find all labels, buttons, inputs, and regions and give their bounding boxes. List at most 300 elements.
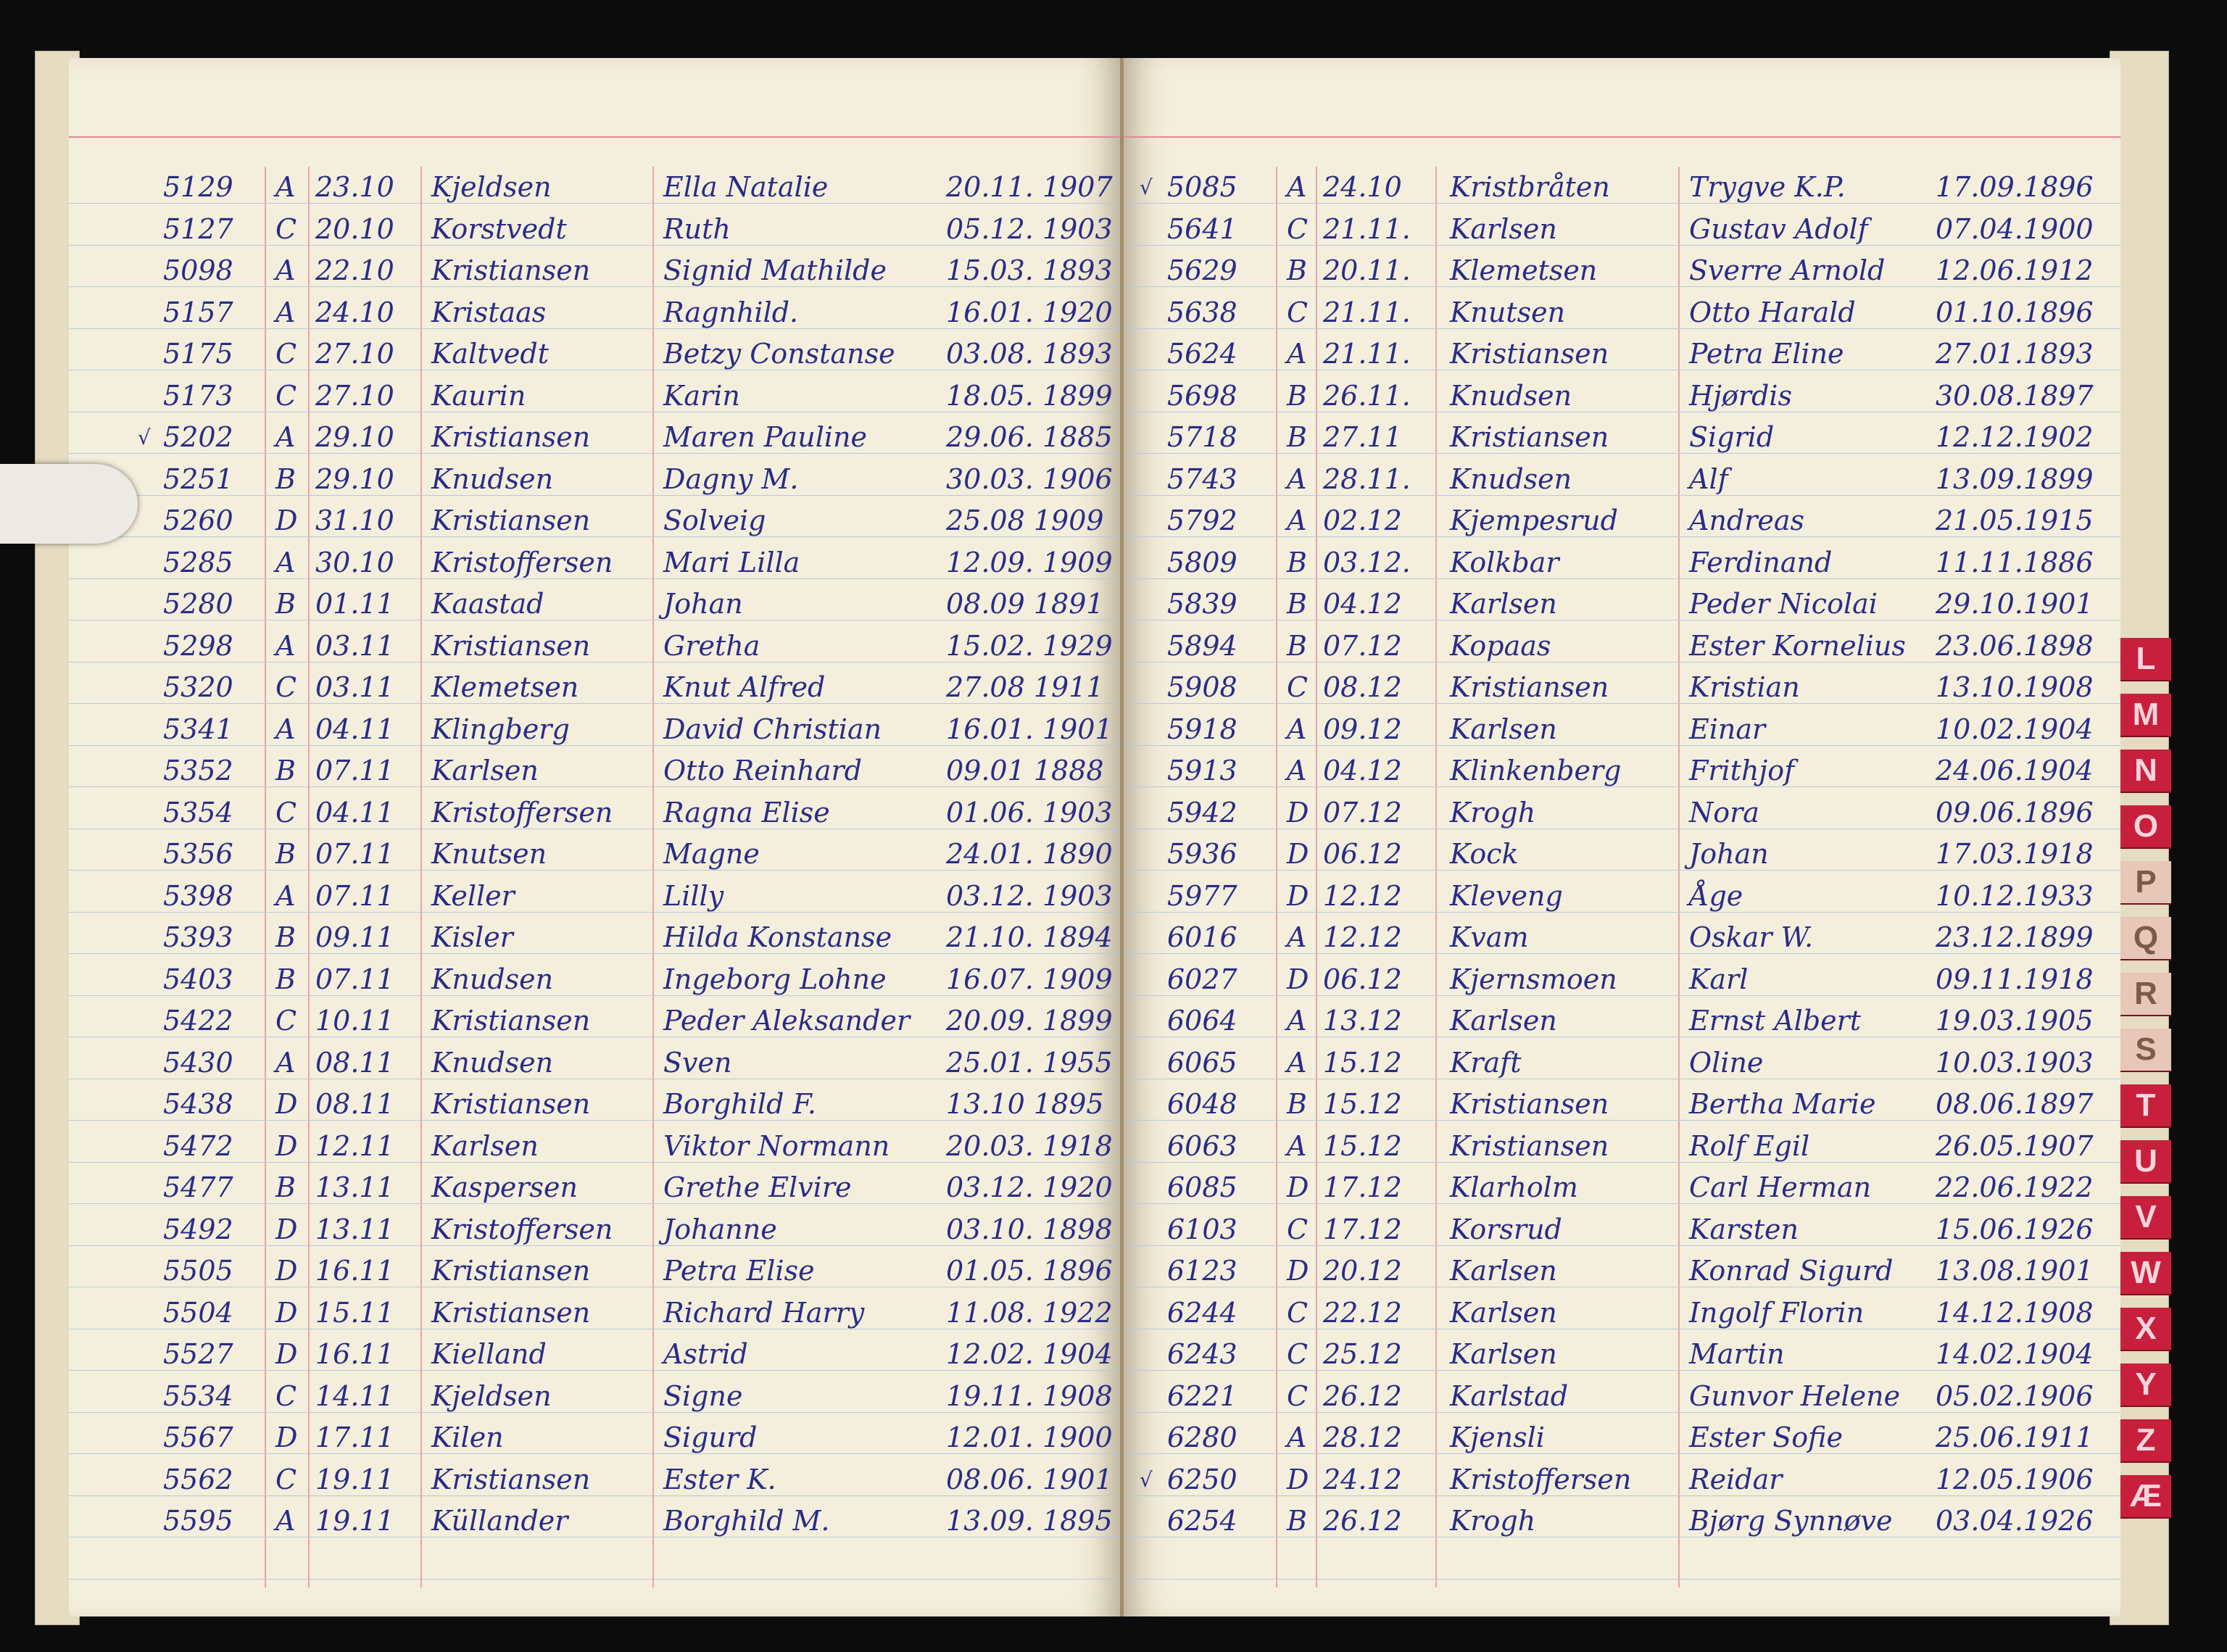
surname: Karlsen xyxy=(1450,588,1557,620)
given-names: Viktor Normann xyxy=(663,1129,890,1162)
surname: Knutsen xyxy=(1450,296,1566,328)
given-names: Bertha Marie xyxy=(1689,1088,1876,1120)
given-names: Karl xyxy=(1689,963,1749,995)
index-tab-p[interactable]: P xyxy=(2120,861,2171,905)
surname: Knudsen xyxy=(431,1046,554,1079)
given-names: Hjørdis xyxy=(1689,379,1792,412)
given-names: Ernst Albert xyxy=(1689,1005,1862,1037)
section-letter: C xyxy=(275,796,297,829)
surname: Knudsen xyxy=(431,462,554,495)
given-names: Ingolf Florin xyxy=(1689,1296,1865,1329)
given-names: Ester Sofie xyxy=(1689,1421,1843,1453)
birth-date: 15.03. 1893 xyxy=(946,254,1113,286)
record-number: 5173 xyxy=(163,379,233,412)
birth-date: 27.01.1893 xyxy=(1936,338,2094,370)
entry-date: 28.12 xyxy=(1323,1421,1402,1453)
ledger-row xyxy=(69,959,1120,1000)
given-names: Johanne xyxy=(663,1213,777,1245)
record-number: 5298 xyxy=(163,629,233,662)
birth-date: 03.12. 1920 xyxy=(946,1171,1113,1203)
ledger-row xyxy=(69,1459,1120,1501)
index-tab-x[interactable]: X xyxy=(2120,1308,2171,1351)
section-letter: A xyxy=(1287,921,1307,953)
section-letter: A xyxy=(1287,1129,1307,1162)
ledger-row xyxy=(1124,417,2120,458)
surname: Klemetsen xyxy=(1450,254,1598,286)
ledger-row xyxy=(1124,1084,2120,1125)
record-number: 5936 xyxy=(1167,838,1237,870)
index-tab-u[interactable]: U xyxy=(2120,1140,2171,1184)
given-names: Dagny M. xyxy=(663,462,799,495)
entry-date: 15.12 xyxy=(1323,1129,1402,1162)
birth-date: 20.09. 1899 xyxy=(946,1005,1113,1037)
given-names: Signe xyxy=(663,1379,743,1412)
record-number: 5913 xyxy=(1167,755,1237,786)
index-tab-n[interactable]: N xyxy=(2120,750,2171,793)
given-names: Solveig xyxy=(663,505,766,536)
surname: Kisler xyxy=(431,921,513,953)
record-number: 5280 xyxy=(163,588,233,620)
section-letter: D xyxy=(275,1129,298,1162)
section-letter: B xyxy=(1287,254,1307,286)
birth-date: 10.02.1904 xyxy=(1936,713,2094,745)
ledger-row xyxy=(1124,626,2120,667)
given-names: Peder Nicolai xyxy=(1689,588,1878,620)
entry-date: 16.11 xyxy=(315,1255,394,1287)
bookmark-clip xyxy=(0,464,138,544)
ledger-row xyxy=(1124,1042,2120,1084)
record-number: 6280 xyxy=(1167,1421,1237,1453)
check-mark: √ xyxy=(1140,175,1153,199)
ledger-row xyxy=(1124,250,2120,291)
entry-date: 06.12 xyxy=(1323,963,1402,995)
section-letter: A xyxy=(275,713,296,745)
ledger-row xyxy=(1124,1501,2120,1542)
entry-date: 07.11 xyxy=(315,838,394,870)
entry-date: 29.10 xyxy=(315,462,394,495)
given-names: Borghild M. xyxy=(663,1505,830,1537)
surname: Kristiansen xyxy=(1450,671,1609,703)
birth-date: 21.05.1915 xyxy=(1936,505,2094,536)
ledger-row xyxy=(1124,375,2120,417)
section-letter: C xyxy=(1287,1296,1309,1329)
entry-date: 12.11 xyxy=(315,1129,394,1162)
birth-date: 12.01. 1900 xyxy=(946,1421,1113,1453)
entry-date: 26.11. xyxy=(1323,379,1411,412)
ledger-row xyxy=(1124,167,2120,208)
surname: Kristiansen xyxy=(431,421,591,453)
surname: Karlsen xyxy=(431,755,539,786)
ledger-row xyxy=(1124,959,2120,1000)
record-number: 5908 xyxy=(1167,671,1237,703)
birth-date: 15.06.1926 xyxy=(1936,1213,2094,1245)
ledger-row xyxy=(69,1501,1120,1542)
section-letter: D xyxy=(1287,838,1309,870)
entry-date: 27.10 xyxy=(315,379,394,412)
record-number: 6016 xyxy=(1167,921,1237,953)
section-letter: C xyxy=(275,338,297,370)
entry-date: 08.12 xyxy=(1323,671,1402,703)
surname: Kjeldsen xyxy=(431,171,552,203)
ledger-row xyxy=(69,459,1120,500)
record-number: 6244 xyxy=(1167,1296,1237,1329)
ledger-row xyxy=(1124,333,2120,375)
given-names: Betzy Constanse xyxy=(663,338,895,370)
entry-date: 17.11 xyxy=(315,1421,394,1453)
given-names: Mari Lilla xyxy=(663,546,800,578)
surname: Korsrud xyxy=(1450,1213,1562,1245)
birth-date: 08.06. 1901 xyxy=(946,1463,1113,1495)
given-names: Oskar W. xyxy=(1689,921,1814,953)
section-letter: C xyxy=(1287,1379,1309,1412)
section-letter: A xyxy=(1287,1046,1307,1079)
ledger-row xyxy=(69,1167,1120,1208)
surname: Karlsen xyxy=(1450,1338,1557,1370)
birth-date: 09.06.1896 xyxy=(1936,796,2094,829)
surname: Kristoffersen xyxy=(1450,1463,1632,1495)
record-number: 5341 xyxy=(163,713,233,745)
entry-date: 29.10 xyxy=(315,421,394,453)
entry-date: 24.10 xyxy=(1323,171,1402,203)
given-names: Hilda Konstanse xyxy=(663,921,892,953)
given-names: Johan xyxy=(1689,838,1769,870)
birth-date: 12.02. 1904 xyxy=(946,1338,1113,1370)
entry-date: 20.10 xyxy=(315,212,394,245)
given-names: Ester Kornelius xyxy=(1689,629,1906,662)
ledger-row xyxy=(1124,709,2120,750)
index-tab-w[interactable]: W xyxy=(2120,1252,2171,1295)
birth-date: 22.06.1922 xyxy=(1936,1171,2094,1203)
birth-date: 13.10 1895 xyxy=(946,1088,1104,1120)
birth-date: 30.08.1897 xyxy=(1936,379,2094,412)
entry-date: 15.12 xyxy=(1323,1088,1402,1120)
given-names: Ester K. xyxy=(663,1463,776,1495)
section-letter: A xyxy=(1287,338,1307,370)
section-letter: B xyxy=(275,921,296,953)
surname: Kolkbar xyxy=(1450,546,1559,578)
section-letter: D xyxy=(1287,796,1309,829)
surname: Klarholm xyxy=(1450,1171,1578,1203)
ledger-row xyxy=(69,417,1120,458)
birth-date: 17.03.1918 xyxy=(1936,838,2094,870)
given-names: Gunvor Helene xyxy=(1689,1379,1901,1412)
given-names: Nora xyxy=(1689,796,1759,829)
surname: Klingberg xyxy=(431,713,570,745)
record-number: 5472 xyxy=(163,1129,233,1162)
surname: Kjensli xyxy=(1450,1421,1545,1453)
right-page xyxy=(1124,58,2120,1616)
surname: Karlsen xyxy=(1450,212,1557,245)
section-letter: B xyxy=(1287,1088,1307,1120)
section-letter: A xyxy=(275,421,296,453)
section-letter: B xyxy=(1287,379,1307,412)
record-number: 6243 xyxy=(1167,1338,1237,1370)
index-tab-m[interactable]: M xyxy=(2120,694,2171,737)
ledger-row xyxy=(1124,292,2120,333)
section-letter: A xyxy=(275,296,296,328)
given-names: Ferdinand xyxy=(1689,546,1833,578)
ledger-row xyxy=(69,917,1120,958)
ledger-row xyxy=(1124,1250,2120,1292)
index-tab-r[interactable]: R xyxy=(2120,973,2171,1016)
entry-date: 23.10 xyxy=(315,171,394,203)
section-letter: D xyxy=(275,1255,298,1287)
birth-date: 19.11. 1908 xyxy=(946,1379,1113,1412)
entry-date: 17.12 xyxy=(1323,1171,1402,1203)
ledger-row xyxy=(69,542,1120,584)
ledger-row xyxy=(69,667,1120,708)
record-number: 5534 xyxy=(163,1379,233,1412)
ledger-row xyxy=(1124,500,2120,541)
entry-date: 07.12 xyxy=(1323,796,1402,829)
birth-date: 11.08. 1922 xyxy=(946,1296,1113,1329)
record-number: 5157 xyxy=(163,296,233,328)
entry-date: 06.12 xyxy=(1323,838,1402,870)
entry-date: 22.12 xyxy=(1323,1296,1402,1329)
record-number: 6048 xyxy=(1167,1088,1237,1120)
entry-date: 07.11 xyxy=(315,755,394,786)
surname: Küllander xyxy=(431,1505,568,1537)
ledger-row xyxy=(69,209,1120,250)
birth-date: 12.05.1906 xyxy=(1936,1463,2094,1495)
birth-date: 09.01 1888 xyxy=(946,755,1104,786)
given-names: Sven xyxy=(663,1046,732,1079)
birth-date: 25.06.1911 xyxy=(1936,1421,2094,1453)
surname: Kristiansen xyxy=(431,1463,591,1495)
record-number: 5285 xyxy=(163,546,233,578)
surname: Karlsen xyxy=(431,1129,539,1162)
record-number: 6085 xyxy=(1167,1171,1237,1203)
surname: Kaltvedt xyxy=(431,338,550,370)
surname: Kjempesrud xyxy=(1450,505,1618,536)
surname: Klinkenberg xyxy=(1450,755,1622,786)
index-tab-q[interactable]: Q xyxy=(2120,917,2171,960)
ledger-row xyxy=(69,584,1120,625)
entry-date: 21.11. xyxy=(1323,212,1411,245)
given-names: Maren Pauline xyxy=(663,421,868,453)
surname: Kristoffersen xyxy=(431,796,613,829)
given-names: Ragna Elise xyxy=(663,796,830,829)
ledger-row xyxy=(1124,1417,2120,1458)
section-letter: B xyxy=(1287,546,1307,578)
index-tab-y[interactable]: Y xyxy=(2120,1363,2171,1407)
birth-date: 30.03. 1906 xyxy=(946,462,1113,495)
entry-date: 28.11. xyxy=(1323,462,1411,495)
surname: Kjernsmoen xyxy=(1450,963,1617,995)
section-letter: A xyxy=(1287,1421,1307,1453)
given-names: Kristian xyxy=(1689,671,1800,703)
given-names: Sigrid xyxy=(1689,421,1775,453)
given-names: Sverre Arnold xyxy=(1689,254,1886,286)
ledger-row xyxy=(69,333,1120,375)
surname: Krogh xyxy=(1450,796,1536,829)
index-tab-v[interactable]: V xyxy=(2120,1196,2171,1240)
section-letter: D xyxy=(275,1338,298,1370)
birth-date: 08.06.1897 xyxy=(1936,1088,2094,1120)
surname: Kvam xyxy=(1450,921,1529,953)
section-letter: A xyxy=(275,1505,296,1537)
record-number: 5505 xyxy=(163,1255,233,1287)
index-tab-t[interactable]: T xyxy=(2120,1084,2171,1128)
surname: Karlsen xyxy=(1450,713,1557,745)
entry-date: 13.12 xyxy=(1323,1005,1402,1037)
entry-date: 08.11 xyxy=(315,1088,394,1120)
section-letter: D xyxy=(275,1213,298,1245)
given-names: Reidar xyxy=(1689,1463,1783,1495)
record-number: 5477 xyxy=(163,1171,233,1203)
entry-date: 26.12 xyxy=(1323,1505,1402,1537)
ledger-row xyxy=(69,292,1120,333)
ledger-row xyxy=(69,167,1120,208)
surname: Keller xyxy=(431,879,515,912)
section-letter: D xyxy=(275,1088,298,1120)
index-tab-l[interactable]: L xyxy=(2120,638,2171,681)
surname: Korstvedt xyxy=(431,212,567,245)
record-number: 5438 xyxy=(163,1088,233,1120)
section-letter: B xyxy=(275,462,296,495)
ledger-row xyxy=(69,709,1120,750)
ledger-row xyxy=(69,1000,1120,1042)
surname: Kielland xyxy=(431,1338,547,1370)
section-letter: C xyxy=(1287,296,1309,328)
record-number: 5567 xyxy=(163,1421,233,1453)
given-names: Åge xyxy=(1689,879,1743,912)
record-number: 5354 xyxy=(163,796,233,829)
entry-date: 20.12 xyxy=(1323,1255,1402,1287)
check-mark: √ xyxy=(1140,1467,1153,1492)
index-tab-o[interactable]: O xyxy=(2120,805,2171,849)
record-number: 5403 xyxy=(163,963,233,995)
record-number: 5504 xyxy=(163,1296,233,1329)
entry-date: 21.11. xyxy=(1323,296,1411,328)
given-names: Konrad Sigurd xyxy=(1689,1255,1894,1287)
birth-date: 25.08 1909 xyxy=(946,505,1104,536)
surname: Klemetsen xyxy=(431,671,579,703)
record-number: 5624 xyxy=(1167,338,1237,370)
index-tab-æ[interactable]: Æ xyxy=(2120,1475,2171,1519)
section-letter: B xyxy=(275,588,296,620)
birth-date: 19.03.1905 xyxy=(1936,1005,2094,1037)
surname: Krogh xyxy=(1450,1505,1536,1537)
birth-date: 14.12.1908 xyxy=(1936,1296,2094,1329)
section-letter: A xyxy=(1287,713,1307,745)
surname: Kristiansen xyxy=(1450,1129,1609,1162)
entry-date: 27.10 xyxy=(315,338,394,370)
surname: Kristiansen xyxy=(431,1296,591,1329)
ledger-row xyxy=(69,1376,1120,1417)
birth-date: 13.10.1908 xyxy=(1936,671,2094,703)
ruled-line xyxy=(1124,1579,2120,1580)
entry-date: 04.11 xyxy=(315,713,394,745)
ledger-row xyxy=(69,1250,1120,1292)
ledger-row xyxy=(69,876,1120,917)
given-names: Karin xyxy=(663,379,740,412)
ledger-row xyxy=(1124,1292,2120,1334)
birth-date: 20.11. 1907 xyxy=(946,171,1113,203)
record-number: 5393 xyxy=(163,921,233,953)
ledger-row xyxy=(1124,834,2120,875)
section-letter: A xyxy=(1287,755,1307,786)
ledger-row xyxy=(69,750,1120,792)
ledger-row xyxy=(69,375,1120,417)
birth-date: 12.06.1912 xyxy=(1936,254,2094,286)
record-number: 5809 xyxy=(1167,546,1237,578)
record-number: 5085 xyxy=(1167,171,1237,203)
record-number: 5839 xyxy=(1167,588,1237,620)
record-number: 5641 xyxy=(1167,212,1237,245)
ledger-row xyxy=(69,250,1120,291)
section-letter: D xyxy=(1287,1171,1309,1203)
given-names: Richard Harry xyxy=(663,1296,865,1329)
birth-date: 29.10.1901 xyxy=(1936,588,2094,620)
entry-date: 30.10 xyxy=(315,546,394,578)
given-names: Grethe Elvire xyxy=(663,1171,852,1203)
birth-date: 01.06. 1903 xyxy=(946,796,1113,829)
entry-date: 04.12 xyxy=(1323,755,1402,786)
section-letter: C xyxy=(1287,1338,1309,1370)
section-letter: C xyxy=(275,379,297,412)
birth-date: 12.09. 1909 xyxy=(946,546,1113,578)
header-margin-line xyxy=(1124,136,2120,138)
given-names: Magne xyxy=(663,838,760,870)
section-letter: C xyxy=(1287,671,1309,703)
birth-date: 01.05. 1896 xyxy=(946,1255,1113,1287)
entry-date: 24.10 xyxy=(315,296,394,328)
record-number: 5129 xyxy=(163,171,233,203)
section-letter: A xyxy=(1287,171,1307,203)
given-names: Sigurd xyxy=(663,1421,758,1453)
surname: Kristaas xyxy=(431,296,547,328)
birth-date: 14.02.1904 xyxy=(1936,1338,2094,1370)
entry-date: 17.12 xyxy=(1323,1213,1402,1245)
section-letter: B xyxy=(275,755,296,786)
section-letter: C xyxy=(1287,212,1309,245)
surname: Kleveng xyxy=(1450,879,1563,912)
record-number: 5352 xyxy=(163,755,233,786)
given-names: Alf xyxy=(1689,462,1728,495)
section-letter: D xyxy=(275,1296,298,1329)
surname: Kaurin xyxy=(431,379,526,412)
entry-date: 19.11 xyxy=(315,1463,394,1495)
birth-date: 09.11.1918 xyxy=(1936,963,2094,995)
birth-date: 27.08 1911 xyxy=(946,671,1104,703)
section-letter: C xyxy=(275,212,297,245)
birth-date: 01.10.1896 xyxy=(1936,296,2094,328)
ledger-row xyxy=(1124,459,2120,500)
entry-date: 09.11 xyxy=(315,921,394,953)
entry-date: 27.11 xyxy=(1323,421,1402,453)
surname: Kaspersen xyxy=(431,1171,578,1203)
ledger-row xyxy=(69,500,1120,541)
entry-date: 16.11 xyxy=(315,1338,394,1370)
ledger-row xyxy=(69,834,1120,875)
record-number: 5098 xyxy=(163,254,233,286)
surname: Knudsen xyxy=(1450,462,1572,495)
section-letter: D xyxy=(275,505,298,536)
entry-date: 08.11 xyxy=(315,1046,394,1079)
ledger-row xyxy=(69,1334,1120,1375)
record-number: 5356 xyxy=(163,838,233,870)
index-tab-s[interactable]: S xyxy=(2120,1029,2171,1072)
surname: Kristiansen xyxy=(431,505,591,536)
birth-date: 10.03.1903 xyxy=(1936,1046,2094,1079)
surname: Kristiansen xyxy=(431,1255,591,1287)
ledger-row xyxy=(1124,209,2120,250)
given-names: Ragnhild. xyxy=(663,296,799,328)
given-names: Petra Eline xyxy=(1689,338,1844,370)
entry-date: 03.11 xyxy=(315,671,394,703)
index-tab-z[interactable]: Z xyxy=(2120,1419,2171,1463)
